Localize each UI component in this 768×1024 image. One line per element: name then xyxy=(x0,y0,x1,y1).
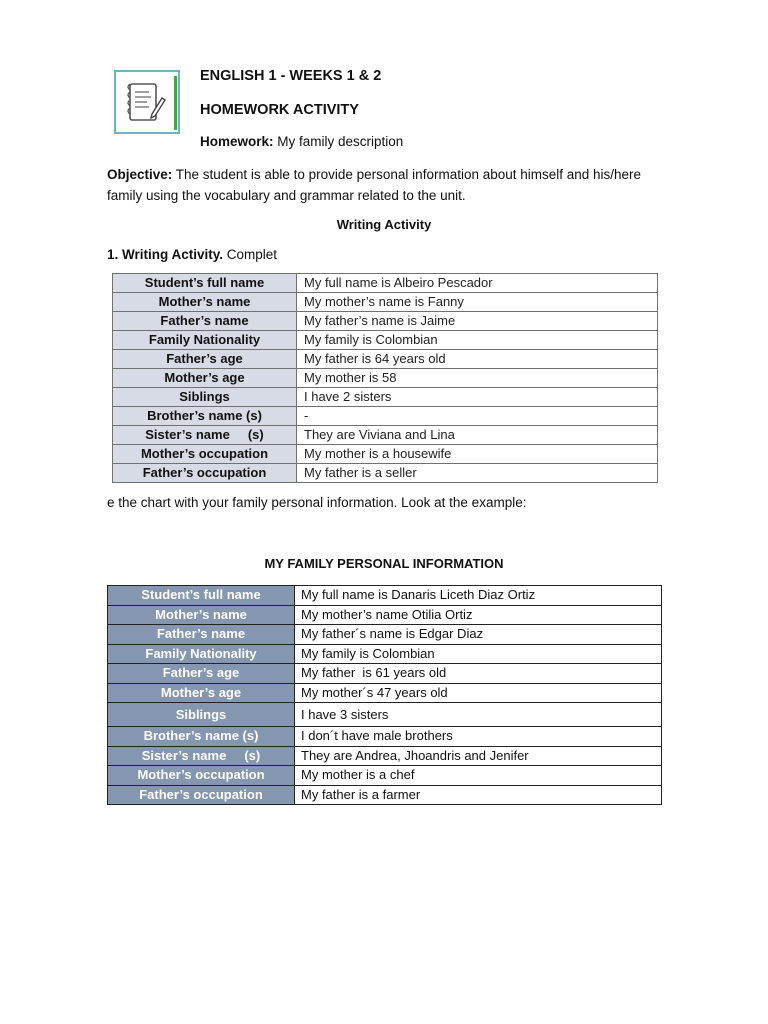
row-label: Mother’s occupation xyxy=(113,445,297,464)
table-row xyxy=(113,331,658,350)
homework-label: Homework: xyxy=(200,134,274,149)
row-label: Student’s full name xyxy=(113,274,297,293)
table-row xyxy=(113,369,658,388)
logo-accent-bar xyxy=(174,76,177,130)
row-value: They are Viviana and Lina xyxy=(297,426,658,445)
row-value: I have 3 sisters xyxy=(295,703,662,727)
family-info-table xyxy=(107,585,662,805)
table-row xyxy=(108,664,662,684)
row-value: My mother is 58 xyxy=(297,369,658,388)
row-label: Family Nationality xyxy=(113,331,297,350)
row-label: Father’s name xyxy=(113,312,297,331)
row-value: My full name is Danaris Liceth Diaz Ortiz xyxy=(295,586,662,606)
table-row xyxy=(108,605,662,625)
row-label: Mother’s age xyxy=(108,683,295,703)
writing-activity-instruction xyxy=(107,247,277,262)
row-value: My father is 64 years old xyxy=(297,350,658,369)
row-label: Father’s occupation xyxy=(113,464,297,483)
row-value: My father’s name is Jaime xyxy=(297,312,658,331)
writing-activity-instruction-end: e the chart with your family personal information. Look at the example: xyxy=(107,495,527,510)
row-value: My mother’s name Otilia Ortiz xyxy=(295,605,662,625)
row-label: Mother’s name xyxy=(113,293,297,312)
table-row xyxy=(113,426,658,445)
homework-value: My family description xyxy=(273,134,404,149)
writing-activity-heading: Writing Activity xyxy=(336,217,432,232)
row-label: Family Nationality xyxy=(108,644,295,664)
homework-logo xyxy=(114,70,180,134)
writing-activity-text-start: Complet xyxy=(223,247,278,262)
objective-paragraph xyxy=(107,164,667,206)
table-row xyxy=(113,293,658,312)
table-row xyxy=(113,445,658,464)
row-label: Siblings xyxy=(108,703,295,727)
example-table xyxy=(112,273,658,483)
table-row xyxy=(113,407,658,426)
row-label: Mother’s occupation xyxy=(108,766,295,786)
row-value: My father is a seller xyxy=(297,464,658,483)
writing-activity-label: 1. Writing Activity. xyxy=(107,247,224,262)
table-row xyxy=(108,586,662,606)
table-row xyxy=(113,388,658,407)
row-value: My mother’s name is Fanny xyxy=(297,293,658,312)
row-label: Brother’s name (s) xyxy=(113,407,297,426)
table-row xyxy=(108,785,662,805)
table-row xyxy=(108,703,662,727)
row-label: Mother’s name xyxy=(108,605,295,625)
family-section-heading: MY FAMILY PERSONAL INFORMATION xyxy=(264,556,504,571)
row-label: Sister’s name (s) xyxy=(108,746,295,766)
row-value: My father is a farmer xyxy=(295,785,662,805)
table-row xyxy=(108,746,662,766)
row-label: Siblings xyxy=(113,388,297,407)
row-value: My family is Colombian xyxy=(297,331,658,350)
homework-line xyxy=(200,134,403,149)
row-label: Father’s occupation xyxy=(108,785,295,805)
row-label: Father’s age xyxy=(108,664,295,684)
table-row xyxy=(108,727,662,747)
row-label: Mother’s age xyxy=(113,369,297,388)
row-value: My mother is a housewife xyxy=(297,445,658,464)
row-label: Brother’s name (s) xyxy=(108,727,295,747)
row-value: My father´s name is Edgar Diaz xyxy=(295,625,662,645)
page-subtitle: HOMEWORK ACTIVITY xyxy=(200,102,359,118)
row-label: Sister’s name (s) xyxy=(113,426,297,445)
row-label: Father’s name xyxy=(108,625,295,645)
table-row xyxy=(108,625,662,645)
notebook-pen-icon xyxy=(124,78,168,128)
row-value: They are Andrea, Jhoandris and Jenifer xyxy=(295,746,662,766)
objective-text: The student is able to provide personal information about himself and his/here family using the vocabulary and grammar related to the unit. xyxy=(107,167,642,203)
row-value: My full name is Albeiro Pescador xyxy=(297,274,658,293)
row-value: My family is Colombian xyxy=(295,644,662,664)
row-value: I don´t have male brothers xyxy=(295,727,662,747)
table-row xyxy=(108,683,662,703)
table-row xyxy=(108,644,662,664)
objective-label: Objective: xyxy=(107,167,173,182)
row-label: Student’s full name xyxy=(108,586,295,606)
table-row xyxy=(113,312,658,331)
row-label: Father’s age xyxy=(113,350,297,369)
row-value: My father is 61 years old xyxy=(295,664,662,684)
row-value: My mother is a chef xyxy=(295,766,662,786)
row-value: - xyxy=(297,407,658,426)
table-row xyxy=(113,464,658,483)
page-title: ENGLISH 1 - WEEKS 1 & 2 xyxy=(200,68,382,84)
row-value: My mother´s 47 years old xyxy=(295,683,662,703)
row-value: I have 2 sisters xyxy=(297,388,658,407)
table-row xyxy=(113,350,658,369)
table-row xyxy=(108,766,662,786)
table-row xyxy=(113,274,658,293)
